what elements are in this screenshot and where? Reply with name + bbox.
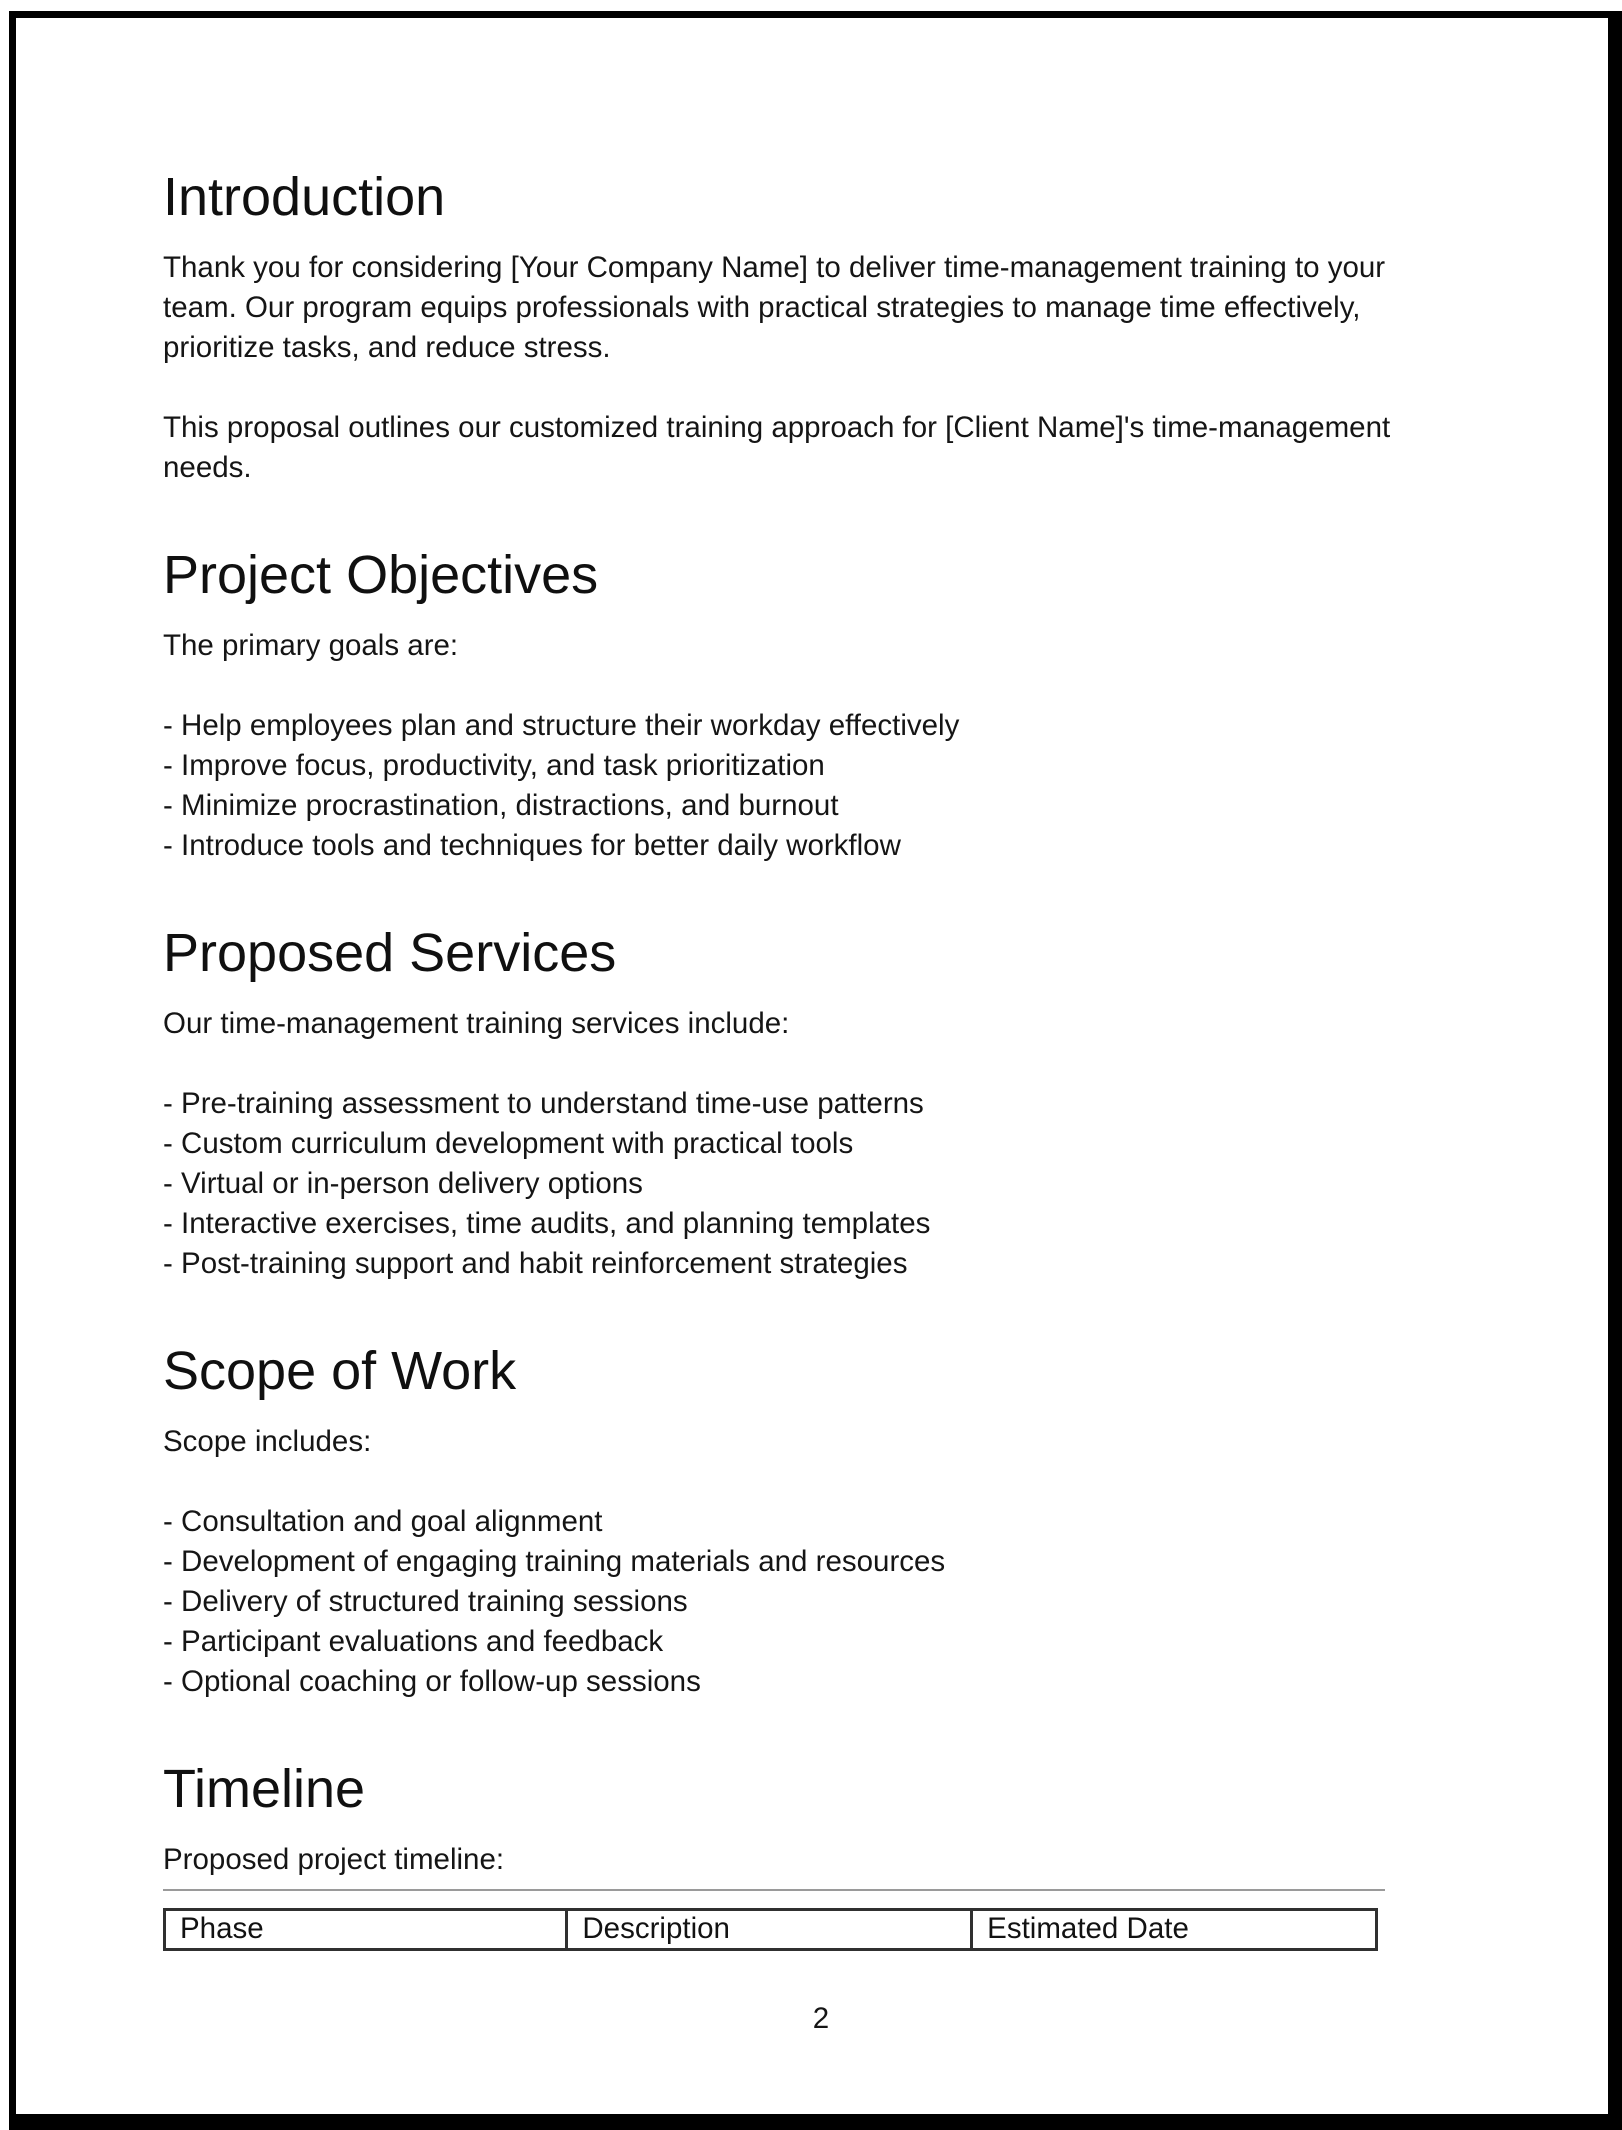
table-header-row [165,1910,1377,1950]
services-list [163,1084,1479,1284]
list-item: - Minimize procrastination, distractions, and burnout [163,789,839,822]
objectives-intro: The primary goals are: [163,629,459,662]
list-item: - Introduce tools and techniques for better daily workflow [163,829,901,862]
heading-timeline: Timeline [163,1759,366,1819]
list-item: - Help employees plan and structure their workday effectively [163,709,960,742]
paragraph-line: team. Our program equips professionals with practical strategies to manage time effectively, [163,291,1361,324]
list-item: - Improve focus, productivity, and task prioritization [163,749,825,782]
list-item: - Virtual or in-person delivery options [163,1167,643,1200]
services-intro: Our time-management training services include: [163,1007,790,1040]
list-item: - Interactive exercises, time audits, and planning templates [163,1207,931,1240]
paragraph-line: needs. [163,451,252,484]
timeline-intro: Proposed project timeline: [163,1843,505,1876]
page-number: 2 [812,2002,830,2035]
paragraph-line: This proposal outlines our customized training approach for [Client Name]'s time-management [163,411,1391,444]
heading-scope-of-work: Scope of Work [163,1341,517,1401]
list-item: - Post-training support and habit reinforcement strategies [163,1247,908,1280]
table-top-rule [163,1889,1385,1891]
scope-intro: Scope includes: [163,1425,372,1458]
table-header-estimated-date: Estimated Date [972,1910,1377,1950]
list-item: - Optional coaching or follow-up sessions [163,1665,701,1698]
list-item: - Participant evaluations and feedback [163,1625,664,1658]
timeline-table [163,1908,1378,1951]
heading-introduction: Introduction [163,167,446,227]
list-item: - Custom curriculum development with practical tools [163,1127,854,1160]
paragraph-line: Thank you for considering [Your Company Name] to deliver time-management training to your [163,251,1386,284]
list-item: - Delivery of structured training sessions [163,1585,688,1618]
page-content [163,0,1479,2039]
heading-proposed-services: Proposed Services [163,923,617,983]
table-header-phase: Phase [165,1910,567,1950]
table-header-description: Description [567,1910,972,1950]
heading-project-objectives: Project Objectives [163,545,599,605]
paragraph-line: prioritize tasks, and reduce stress. [163,331,611,364]
introduction-paragraph-1 [163,248,1479,368]
introduction-paragraph-2 [163,408,1479,488]
list-item: - Development of engaging training materials and resources [163,1545,946,1578]
list-item: - Pre-training assessment to understand time-use patterns [163,1087,924,1120]
list-item: - Consultation and goal alignment [163,1505,603,1538]
scope-list [163,1502,1479,1702]
objectives-list [163,706,1479,866]
